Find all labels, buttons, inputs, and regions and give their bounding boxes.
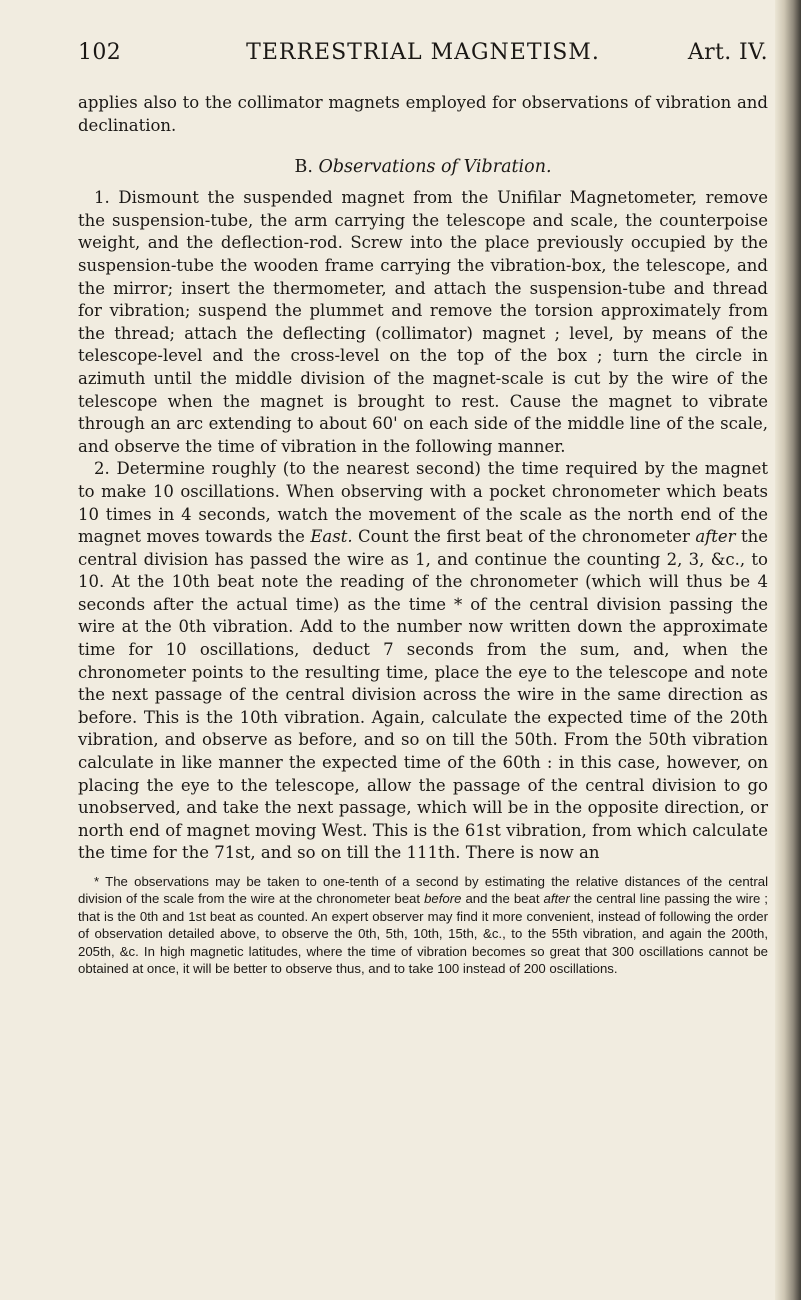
paragraph-2-part-2: Count the first beat of the chronometer [352, 527, 696, 547]
paragraph-2-after: after [695, 527, 736, 547]
footnote-part-1: * The observations may be taken to one-tenth of a second by estimating the relative distances of the central division of the scale from the wire at the chronometer beat [78, 874, 768, 907]
intro-text: applies also to the collimator magnets employed for observations of vibration and declination. [78, 93, 768, 135]
footnote-part-3: the central line passing the wire ; that is the 0th and 1st beat as counted. An expert observer may find it more convenient, instead of following the order of observation detailed above, to observe the 0th, 5th, 10th, 15th, &c., to the 55th vibration, and again the 200th, 205th, &c. In high magnetic latitudes, where the time of vibration becomes so great that 300 oscillations cannot be obtained at once, it will be better to observe thus, and to take 100 instead of 200 oscillations. [78, 891, 768, 977]
body-text [78, 187, 768, 865]
running-title: TERRESTRIAL MAGNETISM. [246, 40, 600, 65]
paragraph-2 [78, 458, 768, 865]
section-title: Observations of Vibration. [318, 157, 552, 178]
section-label: B. [294, 157, 313, 178]
running-header [78, 40, 768, 74]
book-page [78, 40, 768, 977]
paragraph-2-part-1: 2. Determine roughly (to the nearest second) the time required by the magnet to make 10 oscillations. When observing with a pocket chronometer which beats 10 times in 4 seconds, watch the movement of the scale as the north end of the magnet moves towards the [78, 459, 768, 547]
page-edge-shadow [775, 0, 801, 1300]
footnote [78, 873, 768, 977]
page-number: 102 [78, 40, 122, 65]
section-heading [78, 157, 768, 177]
footnote-part-2: and the beat [461, 891, 544, 907]
article-reference: Art. IV. [687, 40, 768, 65]
paragraph-2-part-3: the central division has passed the wire as 1, and continue the counting 2, 3, &c., to 10. At the 10th beat note the reading of the chronometer (which will thus be 4 seconds after the actual time) as the time * of the central division passing the wire at the 0th vibration. Add to the number now written down the approximate time for 10 oscillations, deduct 7 seconds from the sum, and, when the chronometer points to the resulting time, place the eye to the telescope and note the next passage of the central division across the wire in the same direction as before. This is the 10th vibration. Again, calculate the expected time of the 20th vibration, and observe as before, and so on till the 50th. From the 50th vibration calculate in like manner the expected time of the 60th : in this case, however, on placing the eye to the telescope, allow the passage of the central division to go unobserved, and take the next passage, which will be in the opposite direction, or north end of magnet moving West. This is the 61st vibration, from which calculate the time for the 71st, and so on till the 111th. There is now an [78, 527, 768, 863]
paragraph-1: 1. Dismount the suspended magnet from the Unifilar Magnetometer, remove the suspension-tube, the arm carrying the telescope and scale, the counterpoise weight, and the deflection-rod. Screw into the place previously occupied by the suspension-tube the wooden frame carrying the vibration-box, the telescope, and the mirror; insert the thermometer, and attach the suspension-tube and thread for vibration; suspend the plummet and remove the torsion approximately from the thread; attach the deflecting (collimator) magnet ; level, by means of the telescope-level and the cross-level on the top of the box ; turn the circle in azimuth until the middle division of the magnet-scale is cut by the wire of the telescope when the magnet is brought to rest. Cause the magnet to vibrate through an arc extending to about 60' on each side of the middle line of the scale, and observe the time of vibration in the following manner. [78, 188, 768, 456]
footnote-after: after [543, 891, 570, 907]
footnote-before: before [424, 891, 462, 907]
paragraph-2-east: East. [310, 527, 353, 547]
